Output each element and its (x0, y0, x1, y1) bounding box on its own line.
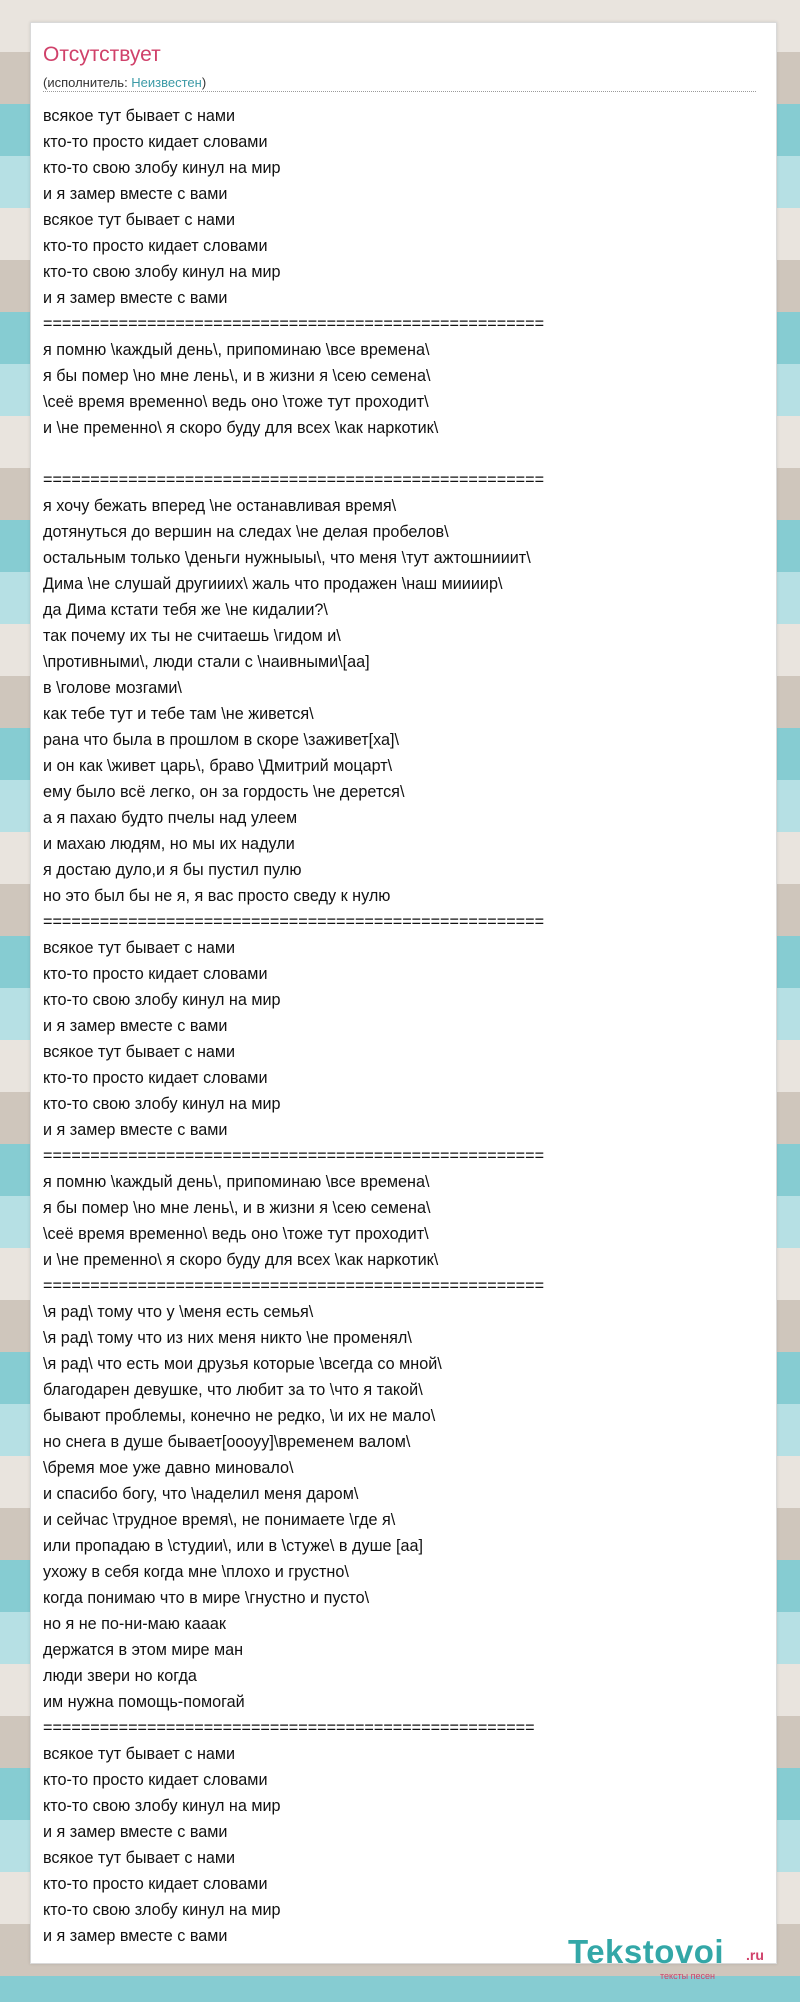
lyric-line: ===================================================== (43, 315, 545, 333)
lyric-line: и \не пременно\ я скоро буду для всех \как наркотик\ (43, 419, 439, 437)
artist-line (43, 75, 206, 90)
lyric-line: люди звери но когда (43, 1667, 197, 1685)
lyric-line: я бы помер \но мне лень\, и в жизни я \сею семена\ (43, 367, 431, 385)
title-divider (43, 91, 756, 92)
lyric-line: и я замер вместе с вами (43, 1121, 228, 1139)
lyric-line: кто-то просто кидает словами (43, 237, 268, 255)
artist-prefix: (исполнитель: (43, 75, 132, 90)
lyric-line: в \голове мозгами\ (43, 679, 182, 697)
lyric-line: \сеё время временно\ ведь оно \тоже тут проходит\ (43, 393, 429, 411)
lyric-line: им нужна помощь-помогай (43, 1693, 245, 1711)
lyric-line: но снега в душе бывает[оооуу]\временем валом\ (43, 1433, 411, 1451)
song-title: Отсутствует (43, 43, 161, 66)
lyric-line: или пропадаю в \студии\, или в \стуже\ в душе [аа] (43, 1537, 424, 1555)
logo-tld: .ru (746, 1947, 764, 1963)
lyric-line: всякое тут бывает с нами (43, 1043, 236, 1061)
lyric-line: кто-то просто кидает словами (43, 1875, 268, 1893)
lyric-line: и я замер вместе с вами (43, 289, 228, 307)
lyric-line: всякое тут бывает с нами (43, 107, 236, 125)
artist-link[interactable]: Неизвестен (131, 75, 202, 90)
lyric-line: кто-то просто кидает словами (43, 133, 268, 151)
lyric-line: \противными\, люди стали с \наивными\[аа] (43, 653, 370, 671)
lyric-line: благодарен девушке, что любит за то \что я такой\ (43, 1381, 423, 1399)
lyric-line: ==================================================== (43, 1719, 535, 1737)
lyric-line: кто-то свою злобу кинул на мир (43, 991, 281, 1009)
lyric-line: я достаю дуло,и я бы пустил пулю (43, 861, 302, 879)
lyric-line: и сейчас \трудное время\, не понимаете \где я\ (43, 1511, 396, 1529)
lyric-line: рана что была в прошлом в скоре \заживет[ха]\ (43, 731, 400, 749)
lyric-line: да Дима кстати тебя же \не кидалии?\ (43, 601, 328, 619)
lyric-line (43, 441, 763, 467)
lyric-line: кто-то просто кидает словами (43, 1771, 268, 1789)
lyric-line: я помню \каждый день\, припоминаю \все времена\ (43, 1173, 430, 1191)
lyric-line: остальным только \деньги нужныыы\, что меня \тут ажтошнииит\ (43, 549, 531, 567)
logo-wordmark: Tekstovoi (568, 1933, 725, 1970)
lyrics-card (30, 22, 777, 1964)
lyric-line: и я замер вместе с вами (43, 1017, 228, 1035)
lyric-line: и я замер вместе с вами (43, 1927, 228, 1945)
lyric-line: \сеё время временно\ ведь оно \тоже тут проходит\ (43, 1225, 429, 1243)
lyric-line: кто-то свою злобу кинул на мир (43, 159, 281, 177)
lyric-line: и спасибо богу, что \наделил меня даром\ (43, 1485, 359, 1503)
lyric-line: бывают проблемы, конечно не редко, \и их не мало\ (43, 1407, 436, 1425)
lyric-line: и я замер вместе с вами (43, 1823, 228, 1841)
lyric-line: когда понимаю что в мире \гнустно и пусто\ (43, 1589, 370, 1607)
lyric-line: держатся в этом мире ман (43, 1641, 244, 1659)
lyric-line: ===================================================== (43, 913, 545, 931)
lyric-line: ===================================================== (43, 471, 545, 489)
lyric-line: дотянуться до вершин на следах \не делая пробелов\ (43, 523, 449, 541)
lyric-line: и я замер вместе с вами (43, 185, 228, 203)
lyric-line: ===================================================== (43, 1147, 545, 1165)
lyric-line: как тебе тут и тебе там \не живется\ (43, 705, 314, 723)
lyric-line: кто-то свою злобу кинул на мир (43, 263, 281, 281)
lyric-line: и махаю людям, но мы их надули (43, 835, 295, 853)
lyric-line: кто-то просто кидает словами (43, 965, 268, 983)
lyric-line: \бремя мое уже давно миновало\ (43, 1459, 294, 1477)
lyric-line: кто-то свою злобу кинул на мир (43, 1797, 281, 1815)
lyric-line: и \не пременно\ я скоро буду для всех \как наркотик\ (43, 1251, 439, 1269)
lyric-line: я хочу бежать вперед \не останавливая время\ (43, 497, 397, 515)
lyric-line: всякое тут бывает с нами (43, 939, 236, 957)
logo-tagline: тексты песен (660, 1971, 716, 1981)
lyric-line: но это был бы не я, я вас просто сведу к нулю (43, 887, 391, 905)
lyric-line: ему было всё легко, он за гордость \не дерется\ (43, 783, 405, 801)
lyric-line: \я рад\ тому что из них меня никто \не променял\ (43, 1329, 412, 1347)
lyric-line: всякое тут бывает с нами (43, 1745, 236, 1763)
lyric-line: и он как \живет царь\, браво \Дмитрий моцарт\ (43, 757, 393, 775)
lyric-line: Дима \не слушай другииих\ жаль что продажен \наш миииир\ (43, 575, 503, 593)
artist-suffix: ) (201, 75, 207, 90)
lyric-line: всякое тут бывает с нами (43, 211, 236, 229)
lyric-line: \я рад\ что есть мои друзья которые \всегда со мной\ (43, 1355, 442, 1373)
lyric-line: так почему их ты не считаешь \гидом и\ (43, 627, 341, 645)
lyric-line: \я рад\ тому что у \меня есть семья\ (43, 1303, 314, 1321)
lyric-line: кто-то свою злобу кинул на мир (43, 1095, 281, 1113)
lyric-line: ухожу в себя когда мне \плохо и грустно\ (43, 1563, 349, 1581)
lyrics-body (43, 103, 763, 1949)
lyric-line: но я не по-ни-маю кааак (43, 1615, 226, 1633)
lyric-line: а я пахаю будто пчелы над улеем (43, 809, 298, 827)
lyric-line: кто-то свою злобу кинул на мир (43, 1901, 281, 1919)
lyric-line: ===================================================== (43, 1277, 545, 1295)
lyric-line: всякое тут бывает с нами (43, 1849, 236, 1867)
lyric-line: кто-то просто кидает словами (43, 1069, 268, 1087)
site-logo[interactable] (568, 1933, 768, 1983)
lyric-line: я бы помер \но мне лень\, и в жизни я \сею семена\ (43, 1199, 431, 1217)
lyric-line: я помню \каждый день\, припоминаю \все времена\ (43, 341, 430, 359)
